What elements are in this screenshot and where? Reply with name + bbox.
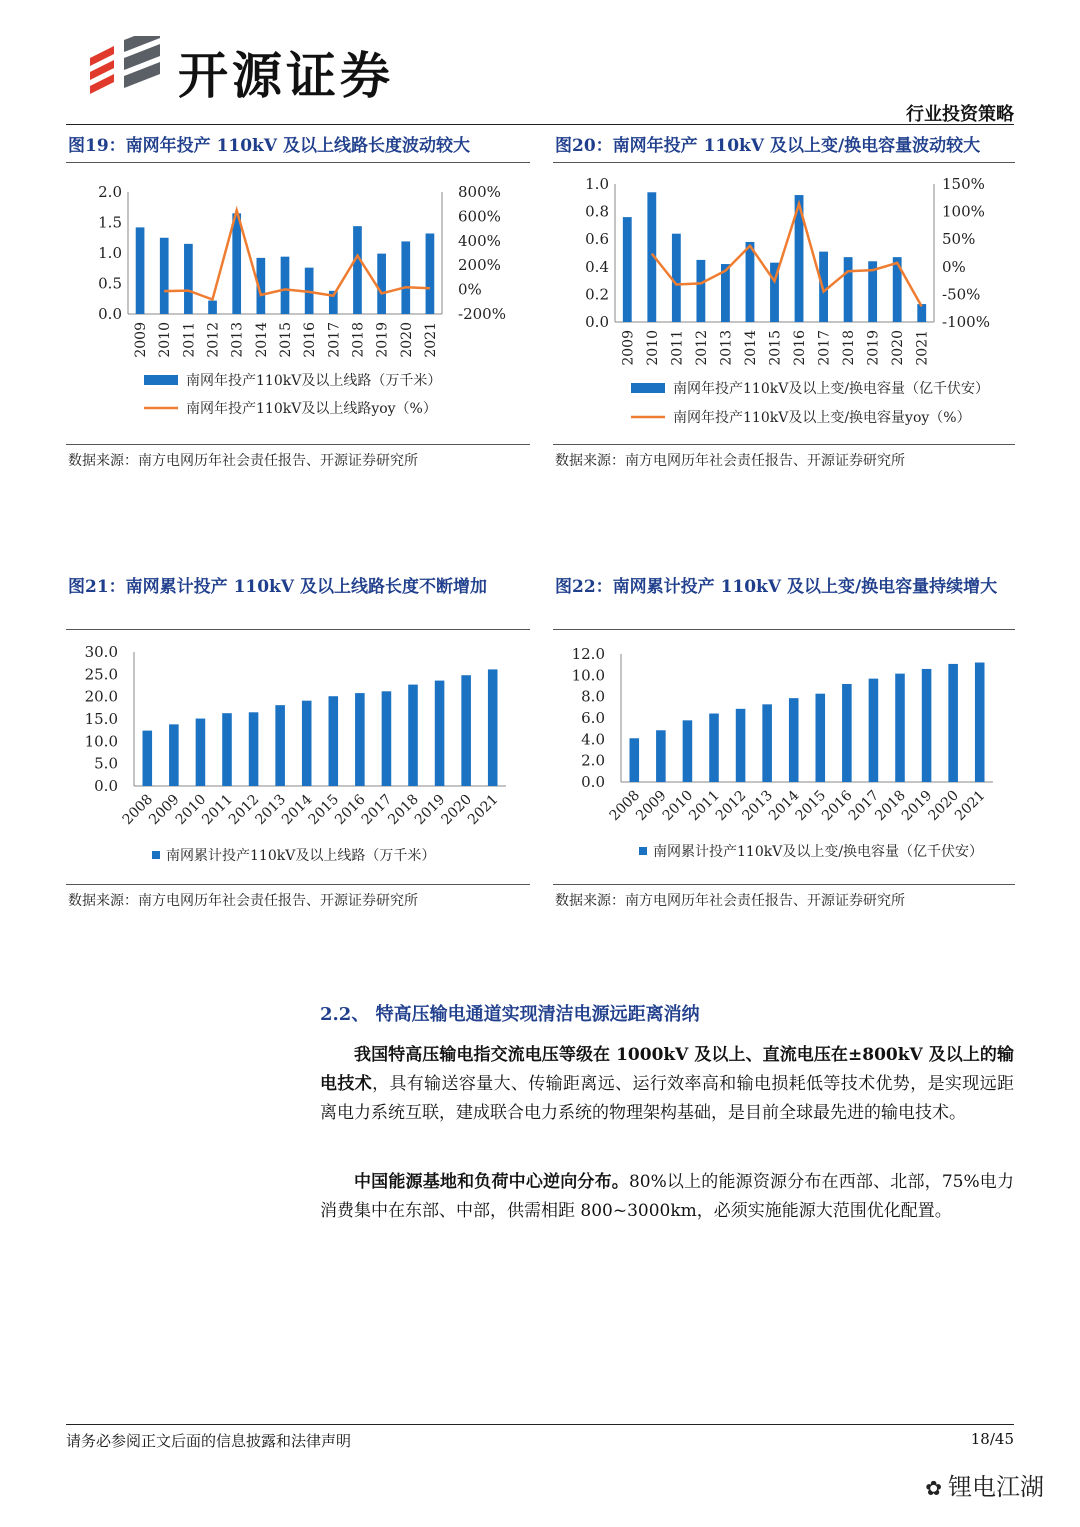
paragraph-1 xyxy=(320,1041,1014,1128)
x-tick-label: 2016 xyxy=(792,330,809,366)
x-tick-label: 2011 xyxy=(669,330,686,366)
y-tick-label: 0.6 xyxy=(585,230,609,249)
x-tick-label: 2016 xyxy=(302,322,319,358)
y2-tick-label: 100% xyxy=(942,202,985,221)
x-tick-label: 2015 xyxy=(278,322,294,358)
x-tick-label: 2017 xyxy=(358,791,396,829)
y-tick-label: 2.0 xyxy=(98,183,122,201)
bar xyxy=(232,213,241,314)
bar xyxy=(656,730,666,782)
bar xyxy=(975,663,985,782)
y2-tick-label: 600% xyxy=(458,207,501,226)
x-tick-label: 2020 xyxy=(398,322,415,358)
x-tick-label: 2016 xyxy=(819,787,856,825)
bar xyxy=(683,720,693,782)
page-number: 18/45 xyxy=(970,1430,1014,1448)
bar xyxy=(302,701,312,786)
bar xyxy=(435,681,445,786)
y-tick-label: 0.5 xyxy=(98,274,122,293)
y-tick-label: 10.0 xyxy=(571,666,605,685)
bar xyxy=(948,664,958,782)
figure-21-bottom-rule xyxy=(66,884,530,885)
x-tick-label: 2018 xyxy=(872,787,909,825)
legend-label: 南网年投产110kV及以上线路yoy（%） xyxy=(186,401,437,417)
x-tick-label: 2014 xyxy=(253,322,270,358)
x-tick-label: 2009 xyxy=(133,322,150,358)
y-tick-label: 25.0 xyxy=(84,665,118,684)
paragraph-2-lead: 中国能源基地和负荷中心逆向分布。 xyxy=(354,1172,629,1192)
x-tick-label: 2010 xyxy=(644,330,661,366)
x-tick-label: 2018 xyxy=(385,791,422,829)
watermark-text: 锂电江湖 xyxy=(948,1473,1044,1501)
legend-label: 南网累计投产110kV及以上变/换电容量（亿千伏安） xyxy=(653,844,984,860)
legend-label: 南网年投产110kV及以上变/换电容量（亿千伏安） xyxy=(673,381,990,397)
x-tick-label: 2013 xyxy=(718,330,735,366)
footer-divider xyxy=(66,1424,1014,1425)
y-tick-label: 8.0 xyxy=(581,687,605,706)
legend-label: 南网累计投产110kV及以上线路（万千米） xyxy=(166,848,436,864)
bar xyxy=(917,304,926,322)
bar xyxy=(208,301,217,314)
x-tick-label: 2019 xyxy=(898,787,936,825)
bar xyxy=(842,684,852,782)
y-tick-label: 1.5 xyxy=(98,213,122,232)
x-tick-label: 2012 xyxy=(712,787,750,825)
x-tick-label: 2011 xyxy=(181,322,198,358)
figure-22-source: 数据来源：南方电网历年社会责任报告、开源证券研究所 xyxy=(555,893,905,909)
legend-label: 南网年投产110kV及以上线路（万千米） xyxy=(186,373,442,389)
x-tick-label: 2011 xyxy=(199,791,236,829)
figure-20-rule xyxy=(553,162,1015,163)
bar xyxy=(329,696,339,786)
chart-fig22 xyxy=(553,634,1015,880)
legend-swatch-bar xyxy=(639,847,647,855)
bar xyxy=(623,217,632,322)
figure-21-title: 图21：南网累计投产 110kV 及以上线路长度不断增加 xyxy=(68,577,487,597)
bar xyxy=(275,705,285,786)
figure-20-bottom-rule xyxy=(553,444,1015,445)
y2-tick-label: 200% xyxy=(458,256,501,275)
y2-tick-label: -50% xyxy=(942,285,981,304)
bar xyxy=(408,685,418,786)
y-tick-label: 12.0 xyxy=(571,645,605,663)
x-tick-label: 2015 xyxy=(792,787,830,825)
x-tick-label: 2009 xyxy=(620,330,637,366)
figure-20-source: 数据来源：南方电网历年社会责任报告、开源证券研究所 xyxy=(555,453,905,469)
x-tick-label: 2019 xyxy=(374,322,391,358)
x-tick-label: 2014 xyxy=(279,791,316,829)
x-tick-label: 2014 xyxy=(742,330,759,366)
y2-tick-label: -200% xyxy=(458,305,506,323)
figure-19-bottom-rule xyxy=(66,444,530,445)
figure-19-title: 图19：南网年投产 110kV 及以上线路长度波动较大 xyxy=(68,136,470,156)
wechat-icon: ✿ xyxy=(925,1476,942,1500)
bar xyxy=(672,234,681,322)
yoy-line xyxy=(164,210,430,299)
x-tick-label: 2021 xyxy=(465,791,502,829)
x-tick-label: 2008 xyxy=(119,791,157,829)
legend-label: 南网年投产110kV及以上变/换电容量yoy（%） xyxy=(673,410,971,426)
yoy-line xyxy=(652,204,922,307)
y-tick-label: 2.0 xyxy=(581,751,605,770)
bar xyxy=(196,719,206,786)
y-tick-label: 20.0 xyxy=(84,687,118,706)
y2-tick-label: 0% xyxy=(458,280,482,299)
x-tick-label: 2011 xyxy=(686,787,723,825)
bar xyxy=(736,709,746,782)
figure-22-title: 图22：南网累计投产 110kV 及以上变/换电容量持续增大 xyxy=(555,577,998,597)
kaiyuan-logo-icon xyxy=(88,36,168,96)
figure-19-source: 数据来源：南方电网历年社会责任报告、开源证券研究所 xyxy=(68,453,418,469)
y-tick-label: 30.0 xyxy=(84,643,118,661)
bar xyxy=(461,675,471,786)
header-divider xyxy=(66,124,1014,125)
x-tick-label: 2019 xyxy=(865,330,882,366)
x-tick-label: 2017 xyxy=(845,787,883,825)
y-tick-label: 10.0 xyxy=(84,732,118,751)
figure-22-rule xyxy=(553,629,1015,630)
paragraph-2 xyxy=(320,1168,1014,1226)
y-tick-label: 4.0 xyxy=(581,730,605,749)
x-tick-label: 2015 xyxy=(767,330,784,366)
y-tick-label: 0.2 xyxy=(585,285,609,304)
x-tick-label: 2021 xyxy=(422,322,439,358)
x-tick-label: 2018 xyxy=(841,330,858,366)
chart-fig21 xyxy=(66,634,530,880)
x-tick-label: 2013 xyxy=(252,791,289,829)
y-tick-label: 0.0 xyxy=(98,305,122,323)
bar xyxy=(746,242,755,322)
bar xyxy=(696,260,705,322)
bar xyxy=(709,714,719,782)
y-tick-label: 1.0 xyxy=(585,175,609,193)
bar xyxy=(789,698,799,782)
bar xyxy=(382,691,392,786)
bar xyxy=(869,679,879,782)
y-tick-label: 1.0 xyxy=(98,244,122,262)
legend-swatch-bar xyxy=(144,375,178,385)
figure-20-title: 图20：南网年投产 110kV 及以上变/换电容量波动较大 xyxy=(555,136,981,156)
watermark xyxy=(925,1467,1044,1502)
legend-swatch-bar xyxy=(631,383,665,393)
y-tick-label: 6.0 xyxy=(581,709,605,727)
bar xyxy=(816,694,826,782)
bar xyxy=(819,252,828,322)
bar xyxy=(488,669,498,786)
bar xyxy=(136,227,145,314)
x-tick-label: 2021 xyxy=(914,330,931,366)
x-tick-label: 2012 xyxy=(693,330,710,366)
x-tick-label: 2016 xyxy=(332,791,369,829)
x-tick-label: 2012 xyxy=(205,322,222,358)
x-tick-label: 2012 xyxy=(225,791,263,829)
y2-tick-label: 0% xyxy=(942,257,966,276)
x-tick-label: 2013 xyxy=(229,322,246,358)
y2-tick-label: 150% xyxy=(942,175,985,193)
y2-tick-label: -100% xyxy=(942,313,990,331)
y2-tick-label: 400% xyxy=(458,231,501,250)
bar xyxy=(143,731,153,786)
figure-21-source: 数据来源：南方电网历年社会责任报告、开源证券研究所 xyxy=(68,893,418,909)
x-tick-label: 2017 xyxy=(816,330,833,366)
x-tick-label: 2019 xyxy=(411,791,449,829)
x-tick-label: 2010 xyxy=(172,791,210,829)
x-tick-label: 2015 xyxy=(305,791,343,829)
figure-22-bottom-rule xyxy=(553,884,1015,885)
bar xyxy=(353,226,362,314)
bar xyxy=(222,713,232,786)
x-tick-label: 2009 xyxy=(633,787,670,825)
figure-19-rule xyxy=(66,162,530,163)
x-tick-label: 2008 xyxy=(606,787,644,825)
figure-21-rule xyxy=(66,629,530,630)
y-tick-label: 0.4 xyxy=(585,257,609,276)
paragraph-1-body: ，具有输送容量大、传输距离远、运行效率高和输电损耗低等技术优势，是实现远距离电力系统互联，建成联合电力系统的物理架构基础，是目前全球最先进的输电技术。 xyxy=(320,1074,1014,1123)
y2-tick-label: 800% xyxy=(458,183,501,201)
bar xyxy=(630,738,640,782)
x-tick-label: 2014 xyxy=(766,787,803,825)
y-tick-label: 0.0 xyxy=(585,313,609,331)
bar xyxy=(169,724,179,786)
bar xyxy=(160,238,169,314)
y-tick-label: 0.8 xyxy=(585,202,609,221)
x-tick-label: 2009 xyxy=(146,791,183,829)
x-tick-label: 2020 xyxy=(890,330,907,366)
paragraph-2-body: 80%以上的能源资源分布在西部、北部，75%电力消费集中在东部、中部，供需相距 800~3000km，必须实施能源大范围优化配置。 xyxy=(320,1172,1014,1221)
bar xyxy=(281,257,290,314)
y2-tick-label: 50% xyxy=(942,230,976,249)
y-tick-label: 5.0 xyxy=(94,754,118,773)
x-tick-label: 2020 xyxy=(438,791,475,829)
bar xyxy=(184,244,193,314)
brand-name: 开源证券 xyxy=(178,47,394,105)
section-title: 2.2、 特高压输电通道实现清洁电源远距离消纳 xyxy=(320,1004,700,1025)
y-tick-label: 0.0 xyxy=(94,777,118,795)
bar xyxy=(844,257,853,322)
bar xyxy=(895,674,905,782)
bar xyxy=(249,712,259,786)
legend-swatch-bar xyxy=(152,851,160,859)
bar xyxy=(762,704,772,782)
x-tick-label: 2010 xyxy=(659,787,697,825)
x-tick-label: 2010 xyxy=(157,322,174,358)
y-tick-label: 15.0 xyxy=(84,710,118,728)
chart-fig19 xyxy=(66,166,530,440)
bar xyxy=(426,233,435,314)
x-tick-label: 2018 xyxy=(350,322,367,358)
x-tick-label: 2020 xyxy=(925,787,962,825)
x-tick-label: 2021 xyxy=(952,787,989,825)
bar xyxy=(922,669,932,782)
bar xyxy=(355,693,365,786)
chart-fig20 xyxy=(553,166,1015,440)
report-type: 行业投资策略 xyxy=(906,104,1014,125)
x-tick-label: 2017 xyxy=(326,322,343,358)
bar xyxy=(377,254,386,314)
y-tick-label: 0.0 xyxy=(581,773,605,791)
footer-disclaimer: 请务必参阅正文后面的信息披露和法律声明 xyxy=(66,1432,352,1450)
bar xyxy=(401,241,410,314)
paragraph-1-lead: 我国特高压输电指交流电压等级在 1000kV 及以上、直流电压在±800kV 及以上的输电技术 xyxy=(320,1045,1014,1094)
x-tick-label: 2013 xyxy=(739,787,776,825)
